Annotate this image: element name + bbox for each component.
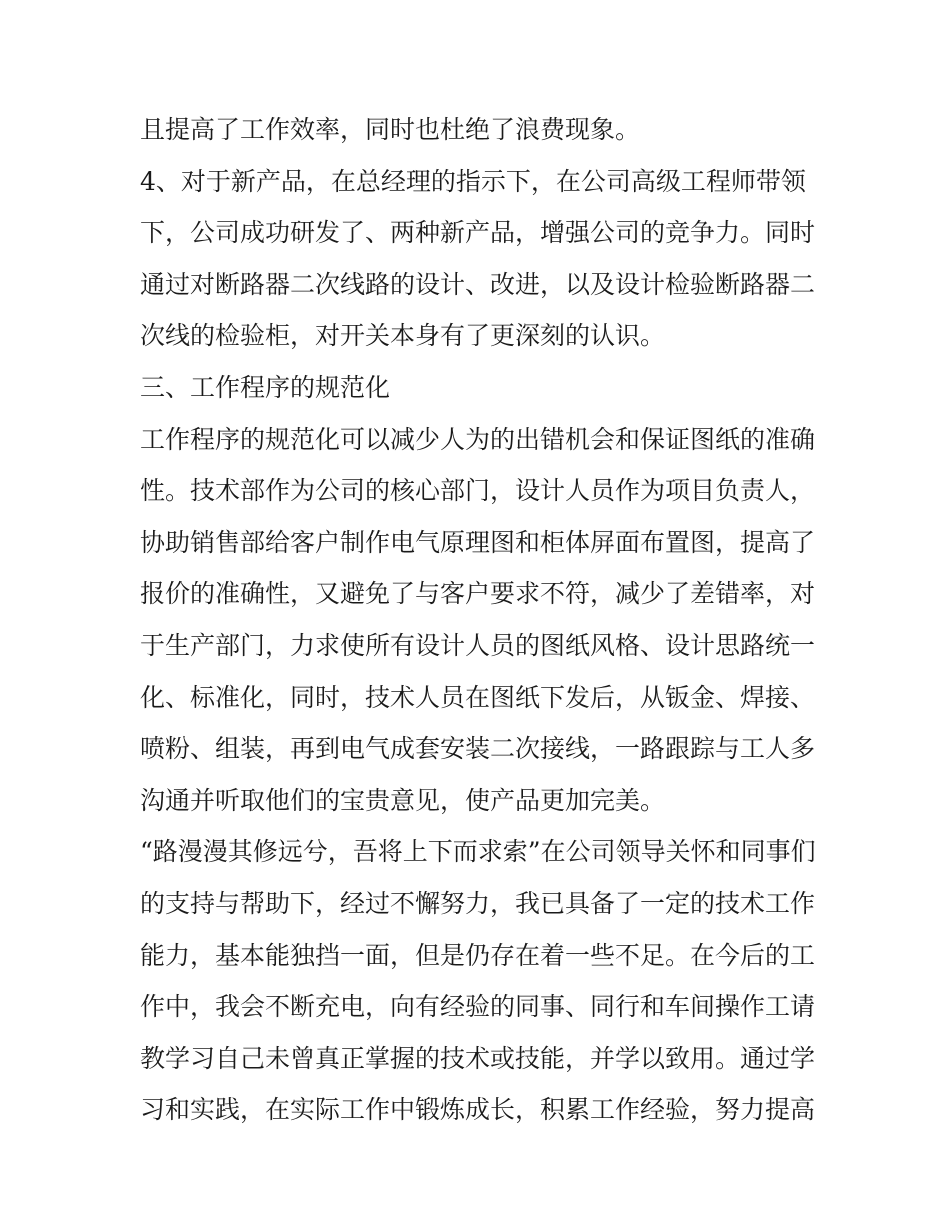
text-line-9: 协助销售部给客户制作电气原理图和柜体屏面布置图，提高了 <box>140 527 816 557</box>
text-line-14: 沟通并听取他们的宝贵意见，使产品更加完美。 <box>140 785 666 815</box>
text-line-20: 习和实践，在实际工作中锻炼成长，积累工作经验，努力提高 <box>140 1095 816 1125</box>
document-body <box>140 104 820 1136</box>
text-line-13: 喷粉、组装，再到电气成套安装二次接线，一路跟踪与工人多 <box>140 734 816 764</box>
text-line-17: 能力，基本能独挡一面，但是仍存在着一些不足。在今后的工 <box>140 940 816 970</box>
text-line-11: 于生产部门，力求使所有设计人员的图纸风格、设计思路统一 <box>140 630 816 660</box>
text-line-19: 教学习自己未曾真正掌握的技术或技能，并学以致用。通过学 <box>140 1043 816 1073</box>
text-line-2: 4、对于新产品，在总经理的指示下，在公司高级工程师带领 <box>140 166 806 196</box>
text-line-7: 工作程序的规范化可以减少人为的出错机会和保证图纸的准确 <box>140 424 816 454</box>
text-line-1: 且提高了工作效率，同时也杜绝了浪费现象。 <box>140 115 641 144</box>
section-heading: 三、工作程序的规范化 <box>140 372 391 402</box>
text-line-15: “路漫漫其修远兮，吾将上下而求索”在公司领导关怀和同事们 <box>140 837 816 867</box>
text-line-8: 性。技术部作为公司的核心部门，设计人员作为项目负责人， <box>140 476 816 506</box>
text-line-16: 的支持与帮助下，经过不懈努力，我已具备了一定的技术工作 <box>140 888 816 918</box>
text-line-18: 作中，我会不断充电，向有经验的同事、同行和车间操作工请 <box>140 992 816 1022</box>
text-line-3: 下，公司成功研发了、两种新产品，增强公司的竞争力。同时 <box>140 218 816 248</box>
text-line-10: 报价的准确性，又避免了与客户要求不符，减少了差错率，对 <box>140 579 816 609</box>
text-line-5: 次线的检验柜，对开关本身有了更深刻的认识。 <box>140 321 666 351</box>
text-line-4: 通过对断路器二次线路的设计、改进，以及设计检验断路器二 <box>140 269 816 299</box>
text-line-12: 化、标准化，同时，技术人员在图纸下发后，从钣金、焊接、 <box>140 682 816 712</box>
